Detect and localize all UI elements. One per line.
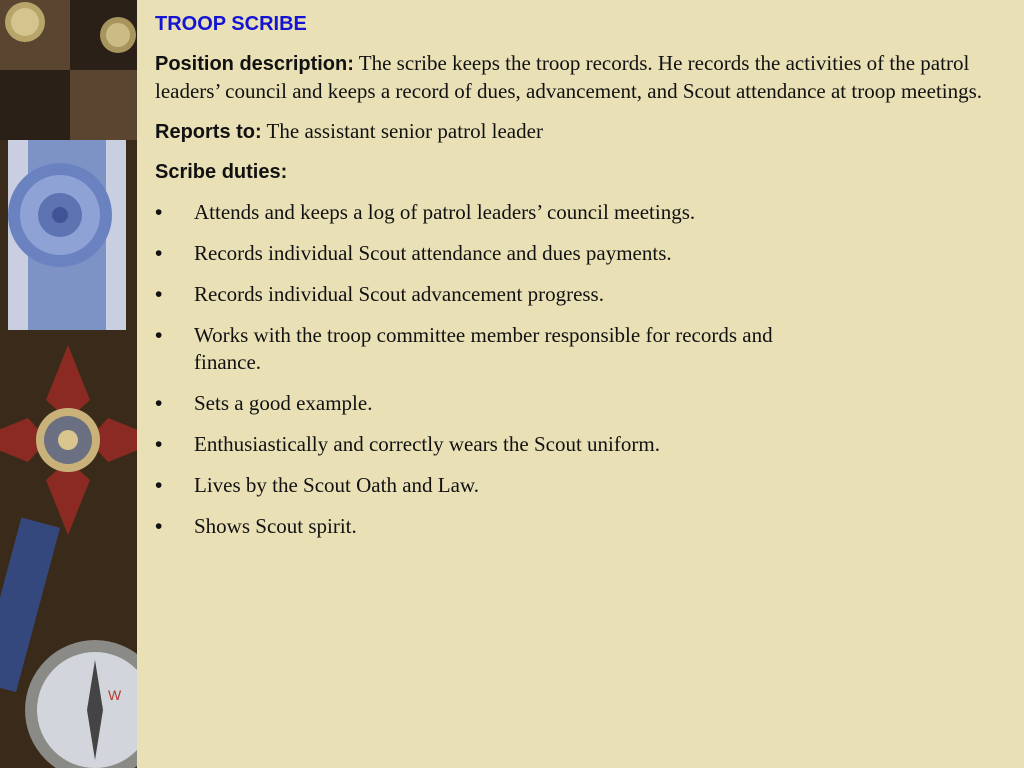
reports-to-label: Reports to: (155, 121, 262, 143)
position-text: The scribe keeps the troop records. He records the activities of the patrol leaders’ council and keeps a record of dues, advancement, and Scout attendance at troop meetings. (155, 51, 983, 103)
bullet-icon: • (155, 433, 163, 456)
list-item: • Shows Scout spirit. (155, 514, 357, 538)
duties-heading: Scribe duties: (155, 161, 288, 183)
decorative-medal-image (0, 0, 137, 768)
reports-to (155, 118, 995, 146)
reports-to-text: The assistant senior patrol leader (261, 119, 543, 143)
list-item: • Lives by the Scout Oath and Law. (155, 473, 479, 497)
bullet-icon: • (155, 242, 163, 265)
list-item: • Records individual Scout attendance and dues payments. (155, 241, 672, 265)
position-label: Position description: (155, 53, 354, 75)
bullet-icon: • (155, 392, 163, 415)
page-title: TROOP SCRIBE (155, 13, 307, 35)
bullet-icon: • (155, 474, 163, 497)
list-item: • Sets a good example. (155, 391, 373, 415)
bullet-icon: • (155, 324, 163, 347)
list-item: • Works with the troop committee member responsible for records and finance. (155, 323, 773, 374)
content-area (155, 12, 995, 554)
bullet-icon: • (155, 283, 163, 306)
list-item: • Records individual Scout advancement progress. (155, 282, 604, 306)
position-description (155, 50, 995, 105)
list-item: • Enthusiastically and correctly wears the Scout uniform. (155, 432, 660, 456)
duties-list (155, 199, 995, 540)
bullet-icon: • (155, 515, 163, 538)
list-item: • Attends and keeps a log of patrol leaders’ council meetings. (155, 200, 696, 224)
svg-text:W: W (108, 687, 122, 703)
bullet-icon: • (155, 201, 163, 224)
